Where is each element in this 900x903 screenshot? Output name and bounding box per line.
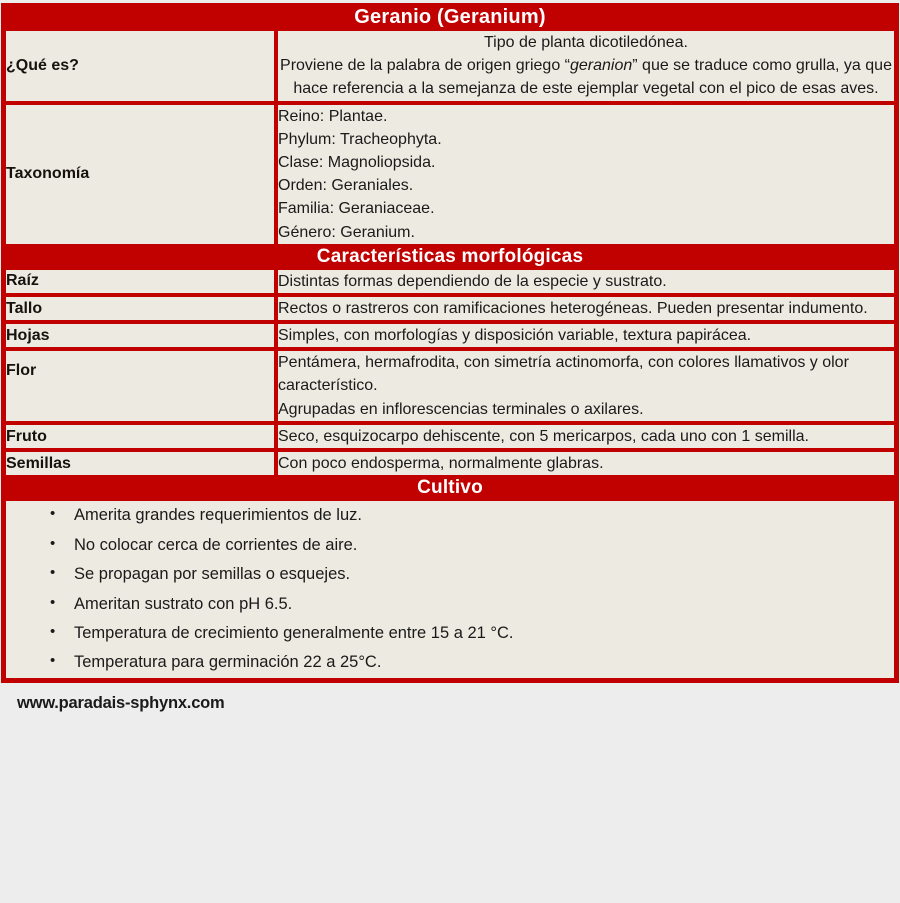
- bullet-icon: •: [50, 652, 56, 670]
- row-label-tallo: Tallo: [4, 295, 276, 322]
- table-row: [4, 268, 896, 295]
- cultivo-content: [4, 499, 896, 680]
- row-label-semillas: Semillas: [4, 450, 276, 477]
- row-label-raiz: Raíz: [4, 268, 276, 295]
- list-item: [50, 560, 894, 589]
- taxonomy-line-phylum: Phylum: Tracheophyta.: [278, 130, 442, 148]
- list-item-label: Se propagan por semillas o esquejes.: [74, 565, 351, 584]
- table-row: [4, 423, 896, 450]
- que-es-line-2-prefix: Proviene de la palabra de origen griego “: [280, 57, 570, 75]
- list-item: [50, 648, 894, 677]
- table-row: [4, 295, 896, 322]
- section-header-row: [4, 246, 896, 268]
- table-row: [4, 499, 896, 680]
- bullet-icon: •: [50, 534, 56, 552]
- que-es-greek-term: geranion: [569, 57, 633, 75]
- table-row: [4, 450, 896, 477]
- row-value-flor: [276, 349, 896, 423]
- row-value-taxonomia: [276, 103, 896, 246]
- bullet-icon: •: [50, 593, 56, 611]
- bullet-icon: •: [50, 505, 56, 523]
- page-title: Geranio (Geranium): [4, 6, 896, 29]
- row-label-flor: Flor: [4, 349, 276, 423]
- bullet-icon: •: [50, 564, 56, 582]
- infographic-page: [0, 3, 900, 903]
- list-item: [50, 590, 894, 619]
- section-header-cultivo: Cultivo: [4, 477, 896, 499]
- row-value-raiz: Distintas formas dependiendo de la especie y sustrato.: [276, 268, 896, 295]
- que-es-line-1: Tipo de planta dicotiledónea.: [484, 34, 688, 51]
- cultivo-bullet-list: [6, 501, 894, 678]
- list-item: [50, 619, 894, 648]
- taxonomy-line-clase: Clase: Magnoliopsida.: [278, 153, 436, 171]
- list-item: [50, 531, 894, 560]
- row-value-fruto: Seco, esquizocarpo dehiscente, con 5 mericarpos, cada uno con 1 semilla.: [276, 423, 896, 450]
- table-row: [4, 322, 896, 349]
- taxonomy-line-orden: Orden: Geraniales.: [278, 177, 414, 195]
- taxonomy-line-familia: Familia: Geraniaceae.: [278, 200, 435, 218]
- row-value-semillas: Con poco endosperma, normalmente glabras.: [276, 450, 896, 477]
- taxonomy-line-genero: Género: Geranium.: [278, 223, 415, 241]
- list-item-label: Amerita grandes requerimientos de luz.: [74, 506, 362, 525]
- list-item-label: Temperatura para germinación 22 a 25°C.: [74, 653, 382, 672]
- table-row: [4, 349, 896, 423]
- table-row: [4, 103, 896, 246]
- flor-line-2: Agrupadas en inflorescencias terminales o axilares.: [278, 400, 644, 418]
- list-item-label: No colocar cerca de corrientes de aire.: [74, 535, 358, 554]
- plant-info-table: [1, 3, 899, 683]
- flor-line-1: Pentámera, hermafrodita, con simetría actinomorfa, con colores llamativos y olor característico.: [278, 354, 849, 395]
- table-row: [4, 29, 896, 103]
- source-watermark: www.paradais-sphynx.com: [17, 693, 225, 712]
- row-label-que-es: ¿Qué es?: [4, 29, 276, 103]
- section-header-morfologicas: Características morfológicas: [4, 246, 896, 268]
- row-value-que-es: [276, 29, 896, 103]
- bullet-icon: •: [50, 622, 56, 640]
- row-label-taxonomia: Taxonomía: [4, 103, 276, 246]
- row-label-hojas: Hojas: [4, 322, 276, 349]
- section-header-row: [4, 477, 896, 499]
- que-es-line-2-suffix: ” que se traduce como grulla, ya que hace referencia a la semejanza de este ejemplar vegetal con el pico de esas aves.: [293, 57, 892, 98]
- table-title-row: [4, 6, 896, 29]
- list-item-label: Ameritan sustrato con pH 6.5.: [74, 594, 293, 613]
- taxonomy-line-reino: Reino: Plantae.: [278, 107, 388, 125]
- list-item: [50, 501, 894, 530]
- row-value-hojas: Simples, con morfologías y disposición variable, textura papirácea.: [276, 322, 896, 349]
- row-label-fruto: Fruto: [4, 423, 276, 450]
- row-value-tallo: Rectos o rastreros con ramificaciones heterogéneas. Pueden presentar indumento.: [276, 295, 896, 322]
- list-item-label: Temperatura de crecimiento generalmente entre 15 a 21 °C.: [74, 623, 514, 642]
